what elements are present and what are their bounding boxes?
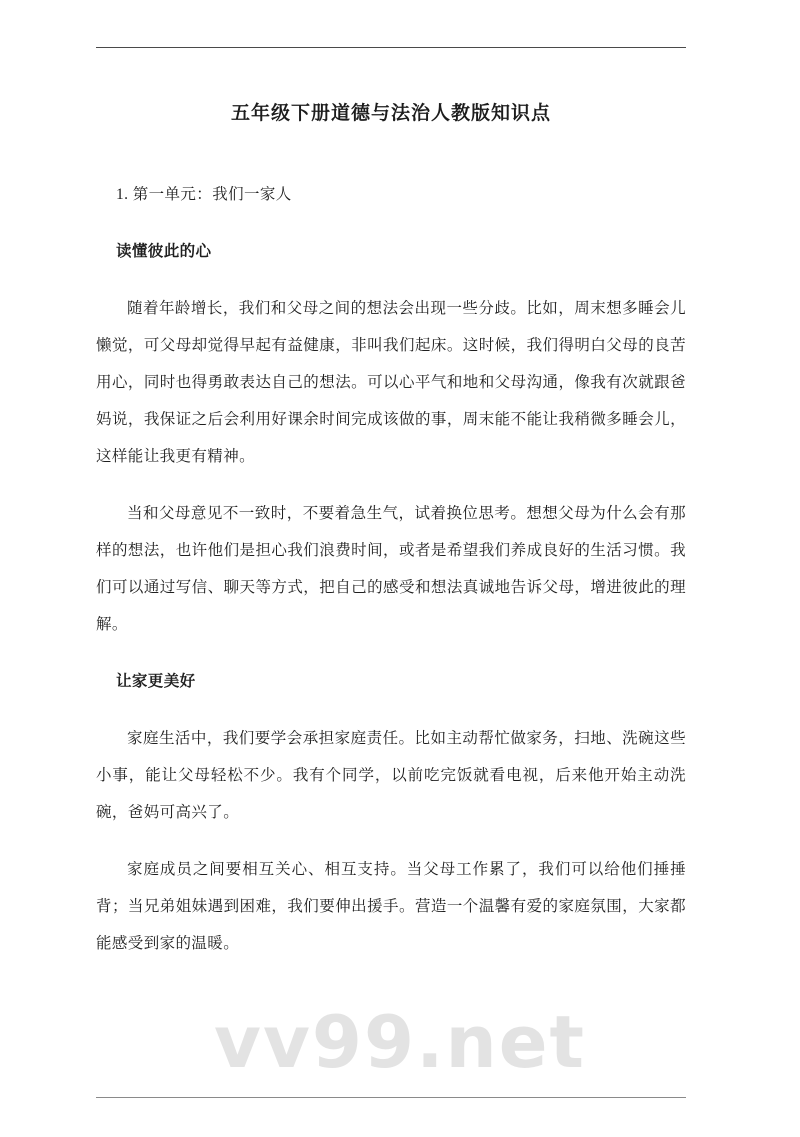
paragraph-body-1: 随着年龄增长，我们和父母之间的想法会出现一些分歧。比如，周末想多睡会儿懒觉，可父母却觉得早起有益健康，非叫我们起床。这时候，我们得明白父母的良苦用心，同时也得勇敢表达自己的想法。可以心平气和地和父母沟通，像我有次就跟爸妈说，我保证之后会利用好课余时间完成该做的事，周末能不能让我稍微多睡会儿，这样能让我更有精神。 bbox=[96, 300, 686, 465]
paragraph-unit-title: 1. 第一单元：我们一家人 bbox=[116, 186, 292, 203]
footer-rule bbox=[96, 1097, 686, 1098]
section-heading-understand-hearts: 读懂彼此的心 bbox=[116, 243, 212, 260]
paragraph-body-2: 当和父母意见不一致时，不要着急生气，试着换位思考。想想父母为什么会有那样的想法，也许他们是担心我们浪费时间，或者是希望我们养成良好的生活习惯。我们可以通过写信、聊天等方式，把自己的感受和想法真诚地告诉父母，增进彼此的理解。 bbox=[96, 505, 686, 633]
header-rule bbox=[96, 47, 686, 48]
page-title: 五年级下册道德与法治人教版知识点 bbox=[230, 103, 551, 124]
section-heading-better-home: 让家更美好 bbox=[116, 673, 196, 690]
paragraph-body-3: 家庭生活中，我们要学会承担家庭责任。比如主动帮忙做家务，扫地、洗碗这些小事，能让父母轻松不少。我有个同学，以前吃完饭就看电视，后来他开始主动洗碗，爸妈可高兴了。 bbox=[96, 730, 686, 821]
paragraph-body-4: 家庭成员之间要相互关心、相互支持。当父母工作累了，我们可以给他们捶捶背；当兄弟姐妹遇到困难，我们要伸出援手。营造一个温馨有爱的家庭氛围，大家都能感受到家的温暖。 bbox=[96, 861, 686, 952]
document-body bbox=[96, 80, 686, 962]
watermark: vv99.net bbox=[214, 1000, 586, 1084]
